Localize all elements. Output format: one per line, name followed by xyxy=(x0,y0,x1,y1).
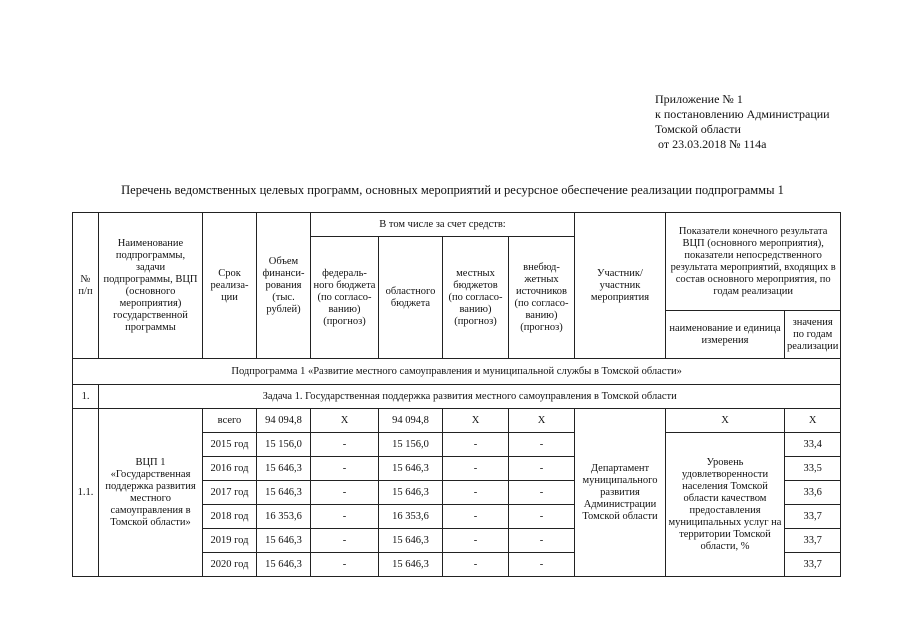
row-regional: 15 646,3 xyxy=(379,481,443,505)
header-indicator-name: наименование и единица измерения xyxy=(666,311,785,359)
row-volume: 15 646,3 xyxy=(257,457,311,481)
row-local: - xyxy=(443,505,509,529)
header-volume: Объем финанси-рования (тыс. рублей) xyxy=(257,213,311,359)
row-local: - xyxy=(443,481,509,505)
vcp-name: ВЦП 1 «Государственная поддержка развития местного самоуправления в Томской области» xyxy=(99,409,203,577)
row-value: 33,7 xyxy=(785,553,841,577)
program-table xyxy=(72,212,841,577)
row-local: - xyxy=(443,553,509,577)
row-extra: - xyxy=(509,553,575,577)
row-value: 33,7 xyxy=(785,505,841,529)
row-volume: 15 156,0 xyxy=(257,433,311,457)
row-value: 33,7 xyxy=(785,529,841,553)
subprogram-row: Подпрограмма 1 «Развитие местного самоуправления и муниципальной службы в Томской области» xyxy=(73,359,841,385)
appendix-line: Приложение № 1 xyxy=(655,92,743,106)
header-num: № п/п xyxy=(73,213,99,359)
header-indicators: Показатели конечного результата ВЦП (основного мероприятия), показатели непосредственного результата мероприятий, входящих в состав основного мероприятия, по годам реализации xyxy=(666,213,841,311)
vcp-number: 1.1. xyxy=(73,409,99,577)
row-local: - xyxy=(443,433,509,457)
row-term: 2015 год xyxy=(203,433,257,457)
row-local: Х xyxy=(443,409,509,433)
row-federal: Х xyxy=(311,409,379,433)
task-row: Задача 1. Государственная поддержка развития местного самоуправления в Томской области xyxy=(99,385,841,409)
row-regional: 15 646,3 xyxy=(379,529,443,553)
row-value: 33,5 xyxy=(785,457,841,481)
row-federal: - xyxy=(311,505,379,529)
appendix-date-line: от 23.03.2018 № 114а xyxy=(658,137,767,151)
row-extra: - xyxy=(509,457,575,481)
row-term: 2017 год xyxy=(203,481,257,505)
row-regional: 15 646,3 xyxy=(379,553,443,577)
appendix-block xyxy=(655,92,830,152)
row-indicator-name: Х xyxy=(666,409,785,433)
row-term: 2016 год xyxy=(203,457,257,481)
row-value: 33,4 xyxy=(785,433,841,457)
header-including: В том числе за счет средств: xyxy=(311,213,575,237)
row-term: 2018 год xyxy=(203,505,257,529)
appendix-line: Томской области xyxy=(655,122,741,136)
participant-cell: Департамент муниципального развития Администрации Томской области xyxy=(575,409,666,577)
row-volume: 16 353,6 xyxy=(257,505,311,529)
header-name: Наименование подпрограммы, задачи подпрограммы, ВЦП (основного мероприятия) государственной программы xyxy=(99,213,203,359)
row-term: 2020 год xyxy=(203,553,257,577)
header-participant: Участник/ участник мероприятия xyxy=(575,213,666,359)
appendix-line: к постановлению Администрации xyxy=(655,107,830,121)
header-term: Срок реализа-ции xyxy=(203,213,257,359)
row-regional: 15 646,3 xyxy=(379,457,443,481)
header-regional: областного бюджета xyxy=(379,237,443,359)
header-extra: внебюд-жетных источников (по согласо-ванию) (прогноз) xyxy=(509,237,575,359)
row-volume: 15 646,3 xyxy=(257,553,311,577)
row-local: - xyxy=(443,529,509,553)
task-number: 1. xyxy=(73,385,99,409)
row-local: - xyxy=(443,457,509,481)
row-extra: - xyxy=(509,529,575,553)
row-federal: - xyxy=(311,553,379,577)
row-term: 2019 год xyxy=(203,529,257,553)
header-federal: федераль-ного бюджета (по согласо-ванию) (прогноз) xyxy=(311,237,379,359)
row-federal: - xyxy=(311,529,379,553)
row-value: 33,6 xyxy=(785,481,841,505)
row-regional: 15 156,0 xyxy=(379,433,443,457)
row-regional: 16 353,6 xyxy=(379,505,443,529)
row-regional: 94 094,8 xyxy=(379,409,443,433)
row-extra: Х xyxy=(509,409,575,433)
row-volume: 15 646,3 xyxy=(257,481,311,505)
row-federal: - xyxy=(311,433,379,457)
indicator-name-cell: Уровень удовлетворенности населения Томской области качеством предоставления муниципальных услуг на территории Томской области, % xyxy=(666,433,785,577)
row-volume: 94 094,8 xyxy=(257,409,311,433)
row-volume: 15 646,3 xyxy=(257,529,311,553)
row-extra: - xyxy=(509,433,575,457)
row-term: всего xyxy=(203,409,257,433)
row-value: Х xyxy=(785,409,841,433)
row-extra: - xyxy=(509,505,575,529)
header-local: местных бюджетов (по согласо-ванию) (прогноз) xyxy=(443,237,509,359)
header-indicator-values: значения по годам реализации xyxy=(785,311,841,359)
row-federal: - xyxy=(311,481,379,505)
table-row xyxy=(73,409,841,433)
row-federal: - xyxy=(311,457,379,481)
document-title: Перечень ведомственных целевых программ, основных мероприятий и ресурсное обеспечение реализации подпрограммы 1 xyxy=(121,183,784,197)
row-extra: - xyxy=(509,481,575,505)
